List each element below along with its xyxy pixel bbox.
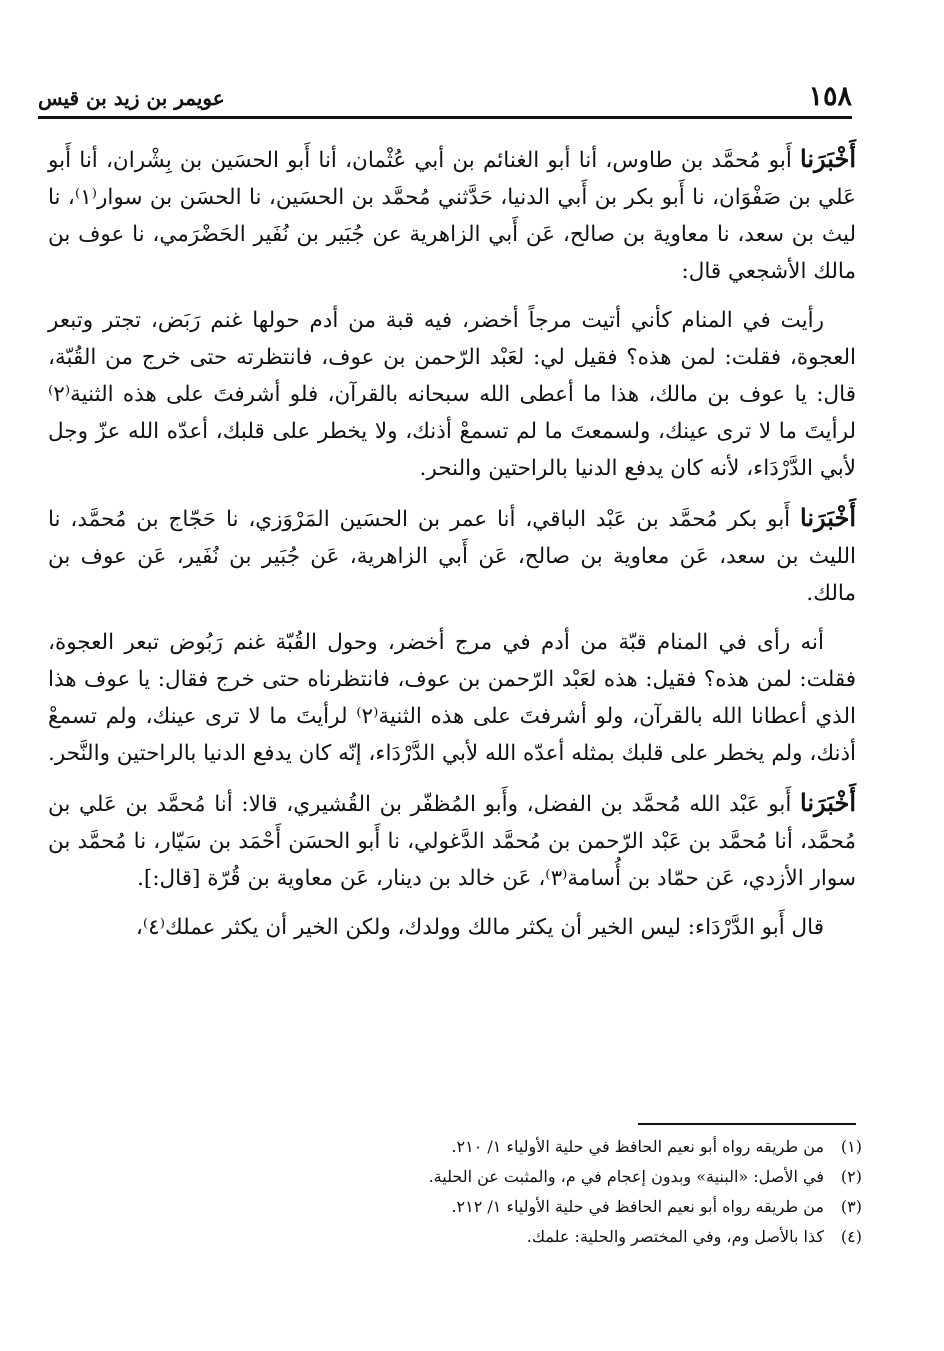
isnad-paragraph (48, 784, 856, 897)
footnote (62, 1222, 862, 1252)
page-number: ١٥٨ (808, 81, 852, 112)
footnote-text: في الأصل: «البنية» وبدون إعجام في م، والمثبت عن الحلية. (428, 1167, 824, 1186)
paragraph-text: أنه رأى في المنام قبّة من أدم في مرج أخضر، وحول القُبّة غنم رَبُوض تبعر العجوة، فقلت: لمن هذه؟ فقيل: هذه لعَبْد الرّحمن بن عوف، فانتظرناه حتى خرج فقال: يا عوف هذا الذي أعطانا الله بالقرآن، ولو أشرفتَ على هذه الثنية⁽٢⁾ لرأيتَ ما لا ترى عينك، ولم تسمعْ أذنك، ولم يخطر على قلبك بمثله أعدّه الله لأبي الدَّرْدَاء، إنّه كان يدفع الدنيا بالراحتين والنَّحر. (47, 630, 856, 766)
footnote-number: (٣) (840, 1197, 862, 1216)
footnote-number: (٢) (840, 1167, 862, 1186)
paragraph-text: أَبو بكر مُحمَّد بن عَبْد الباقي، أنا عمر بن الحسَين المَرْوَزي، نا حَجّاج بن مُحمَّد، نا الليث بن سعد، عَن معاوية بن صالح، عَن أَبي الزاهرية، عَن جُبَير بن نُفَير، عَن عوف بن مالك. (48, 507, 856, 606)
akhbarana-lead: أَخْبَرَنا (800, 503, 856, 532)
footnote-text: من طريقه رواه أبو نعيم الحافظ في حلية الأولياء ١/ ٢١٢. (451, 1197, 824, 1216)
paragraph-text: أَبو عَبْد الله مُحمَّد بن الفضل، وأَبو المُظفّر بن القُشيري، قالا: أنا مُحمَّد بن عَلي بن مُحمَّد، أنا مُحمَّد بن عَبْد الرّحمن بن مُحمَّد الدَّغولي، نا أَبو الحسَن أَحْمَد بن سَيّار، نا مُحمَّد بن سوار الأزدي، عَن حمّاد بن أُسامة⁽٣⁾، عَن خالد بن دينار، عَن معاوية بن قُرّة [قال:]. (48, 792, 856, 891)
footnote (62, 1132, 862, 1162)
paragraph-text: رأيت في المنام كأني أتيت مرجاً أخضر، فيه قبة من أدم حولها غنم رَبَض، تجتر وتبعر العجوة، فقلت: لمن هذه؟ فقيل لي: لعَبْد الرّحمن بن عوف، فانتظرته حتى خرج من القُبّة، قال: يا عوف بن مالك، هذا ما أعطى الله سبحانه بالقرآن، فلو أشرفتَ على هذه الثنية⁽٢⁾ لرأيتَ ما لا ترى عينك، ولسمعتَ ما لم تسمعْ أذنك، ولا يخطر على قلبك، أعدّه الله عزّ وجل لأبي الدَّرْدَاء، لأنه كان يدفع الدنيا بالراحتين والنحر. (48, 308, 856, 481)
akhbarana-lead: أَخْبَرَنا (800, 788, 856, 817)
narration-paragraph (48, 909, 856, 946)
narration-paragraph (48, 302, 856, 487)
main-text (48, 140, 856, 958)
paragraph-text: قال أَبو الدَّرْدَاء: ليس الخير أن يكثر مالك وولدك، ولكن الخير أن يكثر عملك⁽٤⁾، (135, 915, 824, 940)
page-header (38, 72, 852, 119)
narration-paragraph (48, 624, 856, 772)
paragraph-text: أَبو مُحمَّد بن طاوس، أنا أبو الغنائم بن أبي عُثْمان، أنا أَبو الحسَين بن بِشْران، أنا أَبو عَلي بن صَفْوَان، نا أَبو بكر بن أَبي الدنيا، حَدَّثني مُحمَّد بن الحسَين، نا الحسَن بن سوار⁽١⁾، نا ليث بن سعد، نا معاوية بن صالح، عَن أَبي الزاهرية عن جُبَير بن نُفَير الحَضْرَمي، نا عوف بن مالك الأشجعي قال: (48, 148, 856, 284)
footnote-divider (638, 1123, 856, 1125)
isnad-paragraph (48, 140, 856, 290)
footnote-text: من طريقه رواه أبو نعيم الحافظ في حلية الأولياء ١/ ٢١٠. (451, 1137, 824, 1156)
footnote (62, 1162, 862, 1192)
footnote-text: كذا بالأصل وم، وفي المختصر والحلية: علمك. (526, 1227, 824, 1246)
footnote (62, 1192, 862, 1222)
footnote-number: (١) (840, 1137, 862, 1156)
footnote-number: (٤) (840, 1227, 862, 1246)
akhbarana-lead: أَخْبَرَنا (800, 144, 856, 173)
isnad-paragraph (48, 499, 856, 612)
running-head: عويمر بن زيد بن قيس (38, 86, 225, 110)
footnotes (62, 1132, 862, 1252)
